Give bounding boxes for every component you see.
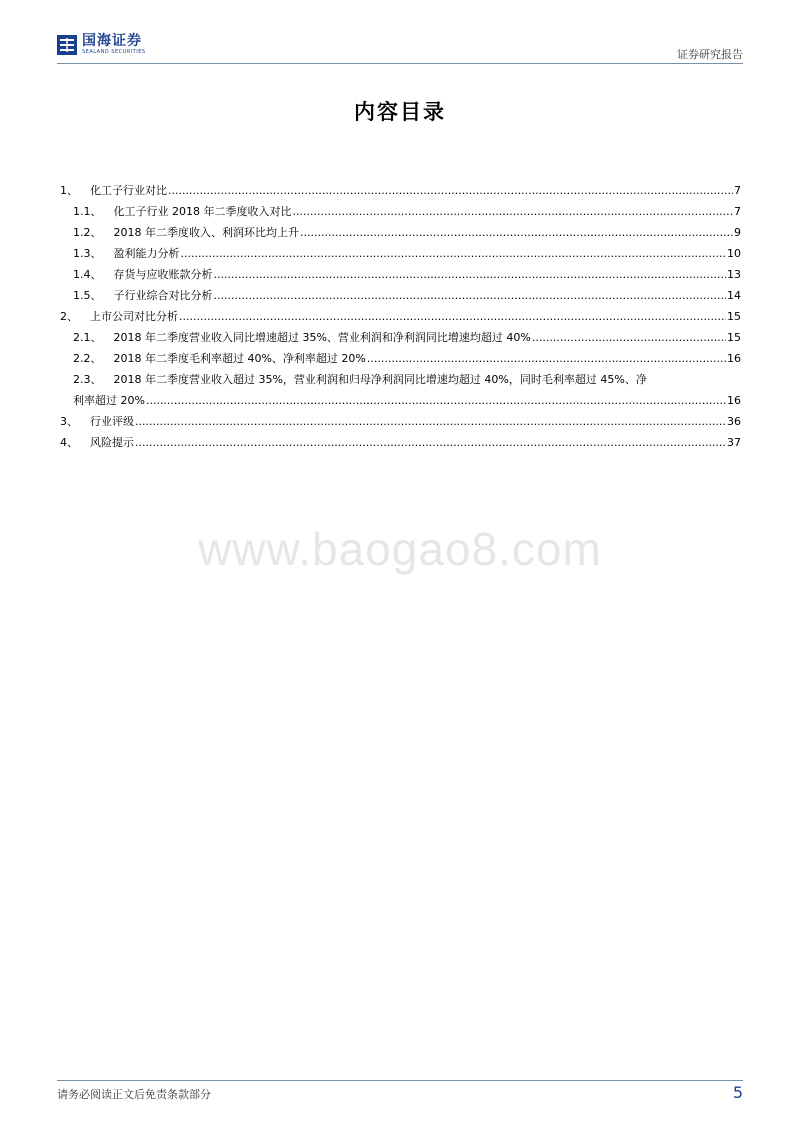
company-name-cn: 国海证券: [82, 33, 142, 49]
toc-entry[interactable]: [60, 369, 741, 390]
toc-entry-page: 37: [727, 436, 741, 449]
toc-entry[interactable]: [60, 327, 741, 348]
toc-leader-dots: [300, 222, 733, 243]
footer-divider: [57, 1080, 743, 1081]
toc-title: 内容目录: [354, 100, 446, 124]
toc-entry-number: 1.4、: [73, 268, 102, 281]
toc-entry-number: 4、: [60, 436, 78, 449]
toc-entry-title: 上市公司对比分析: [90, 310, 178, 323]
toc-leader-dots: [168, 180, 733, 201]
page-number: 5: [732, 1083, 743, 1102]
toc-entry-title: 化工子行业 2018 年二季度收入对比: [113, 205, 292, 218]
toc-entry-page: 9: [734, 226, 741, 239]
toc-entry-page: 7: [734, 205, 741, 218]
toc-entry[interactable]: [60, 306, 741, 327]
footer-disclaimer: 请务必阅读正文后免责条款部分: [57, 1088, 211, 1101]
toc-entry-title: 存货与应收账款分析: [113, 268, 213, 281]
toc-entry[interactable]: [60, 180, 741, 201]
toc-leader-dots: [367, 348, 726, 369]
toc-entry-title-continued: 利率超过 20%: [73, 394, 145, 407]
toc-entry[interactable]: [60, 411, 741, 432]
toc-entry[interactable]: [60, 285, 741, 306]
toc-entry-number: 3、: [60, 415, 78, 428]
watermark: www.baogao8.com: [198, 523, 602, 575]
toc-entry-number: 1.3、: [73, 247, 102, 260]
toc-entry-page: 10: [727, 247, 741, 260]
toc-entry-number: 2.3、: [73, 373, 102, 386]
report-type: 证券研究报告: [677, 48, 743, 61]
toc-entry-title: 2018 年二季度毛利率超过 40%、净利率超过 20%: [113, 352, 366, 365]
toc-entry-continued[interactable]: [60, 390, 741, 411]
toc-entry-page: 15: [727, 331, 741, 344]
toc-entry[interactable]: [60, 432, 741, 453]
toc-entry-number: 2.1、: [73, 331, 102, 344]
company-name-en: SEALAND SECURITIES: [82, 49, 146, 55]
toc-entry-number: 1.1、: [73, 205, 102, 218]
toc-entry-page: 7: [734, 184, 741, 197]
header-divider: [57, 63, 743, 64]
toc-entry[interactable]: [60, 348, 741, 369]
toc-entry-page: 36: [727, 415, 741, 428]
toc-entry-title: 2018 年二季度营业收入超过 35%，营业利润和归母净利润同比增速均超过 40%，同时毛利率超过 45%、净: [113, 373, 647, 386]
toc-leader-dots: [532, 327, 726, 348]
toc-entry-number: 1.2、: [73, 226, 102, 239]
toc-leader-dots: [146, 390, 726, 411]
toc-entry-title: 2018 年二季度收入、利润环比均上升: [113, 226, 299, 239]
toc-leader-dots: [135, 432, 726, 453]
toc-entry-number: 1.5、: [73, 289, 102, 302]
toc-entry-page: 13: [727, 268, 741, 281]
toc-entry[interactable]: [60, 201, 741, 222]
toc-leader-dots: [214, 285, 727, 306]
toc-leader-dots: [135, 411, 726, 432]
toc-leader-dots: [214, 264, 727, 285]
toc-entry-page: 16: [727, 394, 741, 407]
table-of-contents: [60, 180, 741, 453]
toc-leader-dots: [179, 306, 726, 327]
toc-entry-title: 盈利能力分析: [113, 247, 180, 260]
toc-entry-title: 子行业综合对比分析: [113, 289, 213, 302]
toc-entry-title: 风险提示: [90, 436, 134, 449]
toc-entry-page: 16: [727, 352, 741, 365]
toc-entry-title: 2018 年二季度营业收入同比增速超过 35%、营业利润和净利润同比增速均超过 40%: [113, 331, 531, 344]
toc-entry-number: 2.2、: [73, 352, 102, 365]
toc-entry-page: 15: [727, 310, 741, 323]
toc-entry-number: 2、: [60, 310, 78, 323]
toc-entry-number: 1、: [60, 184, 78, 197]
sealand-logo-icon: [57, 35, 77, 55]
toc-entry-page: 14: [727, 289, 741, 302]
toc-entry[interactable]: [60, 243, 741, 264]
toc-leader-dots: [181, 243, 727, 264]
toc-leader-dots: [293, 201, 734, 222]
toc-entry[interactable]: [60, 222, 741, 243]
toc-entry[interactable]: [60, 264, 741, 285]
company-logo: [57, 34, 146, 55]
page-header: [57, 34, 743, 62]
toc-entry-title: 行业评级: [90, 415, 134, 428]
toc-entry-title: 化工子行业对比: [90, 184, 167, 197]
